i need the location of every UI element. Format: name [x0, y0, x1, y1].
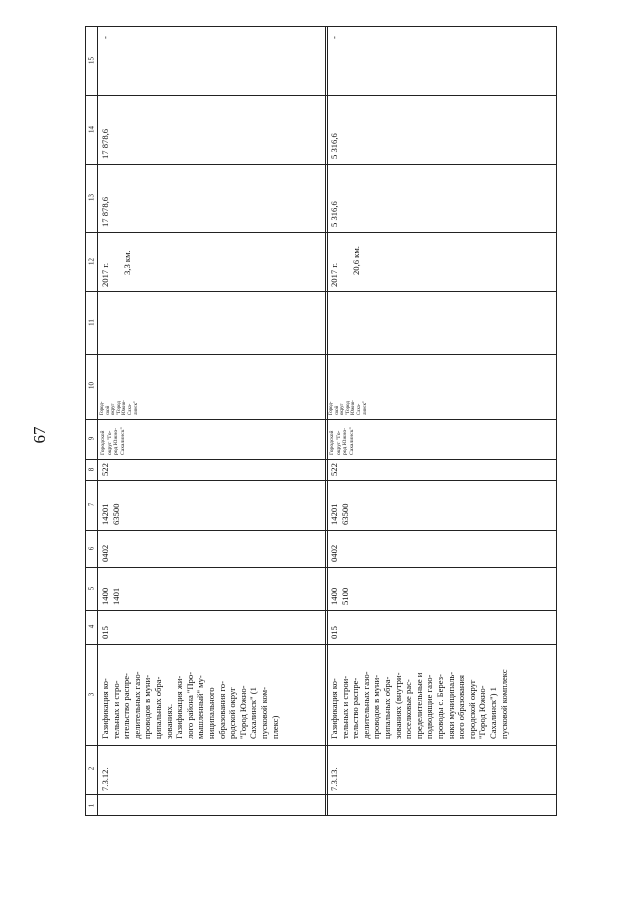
header-col-3: 3 [87, 692, 96, 697]
header-col-4: 4 [87, 624, 96, 629]
cell-col-14: 17 878,6 [100, 128, 110, 159]
cell-col-7: 14201 63500 [329, 503, 350, 525]
col-divider [86, 354, 556, 355]
row-description: Газификация ко- тельных и стро- ительство распре- делительных газо- проводов в муни- ципальных обра- зованиях. Газификация жи- лого района "Про- мышленный" му- ниципального образования го- родской округ "Город Южно- Сахалинск" (1 пусковой ком- плекс) [100, 671, 280, 739]
header-col-10: 10 [87, 382, 96, 389]
col-divider [86, 794, 556, 795]
header-col-14: 14 [87, 126, 96, 133]
col-divider [86, 419, 556, 420]
cell-col-6: 0402 [100, 544, 110, 562]
data-table [85, 26, 557, 816]
col-divider [86, 459, 556, 460]
header-col-15: 15 [87, 57, 96, 64]
cell-col-5: 1400 1401 [100, 587, 121, 605]
cell-col-9: Городской округ "Го- род Южно- Сахалинск" [100, 427, 126, 455]
col-divider [86, 644, 556, 645]
cell-col-5: 1400 5100 [329, 587, 350, 605]
row-number: 7.3.13. [329, 767, 339, 791]
cell-col-12-year: 2017 г. [100, 262, 110, 287]
header-col-1: 1 [87, 803, 96, 808]
row-divider [325, 27, 328, 815]
cell-col-8: 522 [329, 463, 339, 476]
header-col-6: 6 [87, 546, 96, 551]
header-col-13: 13 [87, 194, 96, 201]
cell-col-6: 0402 [329, 544, 339, 562]
col-divider [86, 95, 556, 96]
header-col-5: 5 [87, 586, 96, 591]
header-col-2: 2 [87, 766, 96, 771]
col-divider [86, 745, 556, 746]
col-divider [86, 567, 556, 568]
cell-col-10: Город- ской округ "Город Южно- Саха- линск" [329, 400, 368, 415]
header-col-11: 11 [87, 319, 96, 326]
cell-col-9: Городской округ "Го- род Южно- Сахалинск" [329, 427, 355, 455]
cell-col-7: 14201 63500 [100, 503, 121, 525]
col-divider [86, 610, 556, 611]
row-description: Газификация ко- тельных и строи- тельство распре- делительных газо- проводов в муни- ципальных обра- зованиях (внутри- поселковые рас- пределительные и подводящие газо- проводы с. Берез- няки муниципаль- ного образования городской округ "Город Южно- Сахалинск") 1 пусковой комплекс [329, 669, 509, 739]
header-col-9: 9 [87, 436, 96, 441]
row-number: 7.3.12. [100, 767, 110, 791]
header-col-12: 12 [87, 258, 96, 265]
col-divider [86, 480, 556, 481]
header-col-7: 7 [87, 502, 96, 507]
cell-col-8: 522 [100, 463, 110, 476]
cell-col-12-year: 2017 г. [329, 262, 339, 287]
header-col-8: 8 [87, 467, 96, 472]
cell-col-14: 5 316,6 [329, 133, 339, 159]
cell-col-10: Город- ской округ "Город Южно- Саха- линск" [100, 400, 139, 415]
cell-col-15: - [100, 36, 110, 39]
row-divider [97, 27, 98, 815]
page-number: 67 [30, 426, 49, 444]
cell-col-12-length: 3,3 км. [122, 250, 132, 275]
col-divider [86, 232, 556, 233]
col-divider [86, 291, 556, 292]
cell-col-12-length: 20,6 км. [351, 246, 361, 275]
col-divider [86, 530, 556, 531]
cell-col-4: 015 [100, 626, 110, 639]
cell-col-13: 5 316,6 [329, 201, 339, 227]
cell-col-13: 17 878,6 [100, 196, 110, 227]
cell-col-4: 015 [329, 626, 339, 639]
cell-col-15: - [329, 36, 339, 39]
col-divider [86, 164, 556, 165]
